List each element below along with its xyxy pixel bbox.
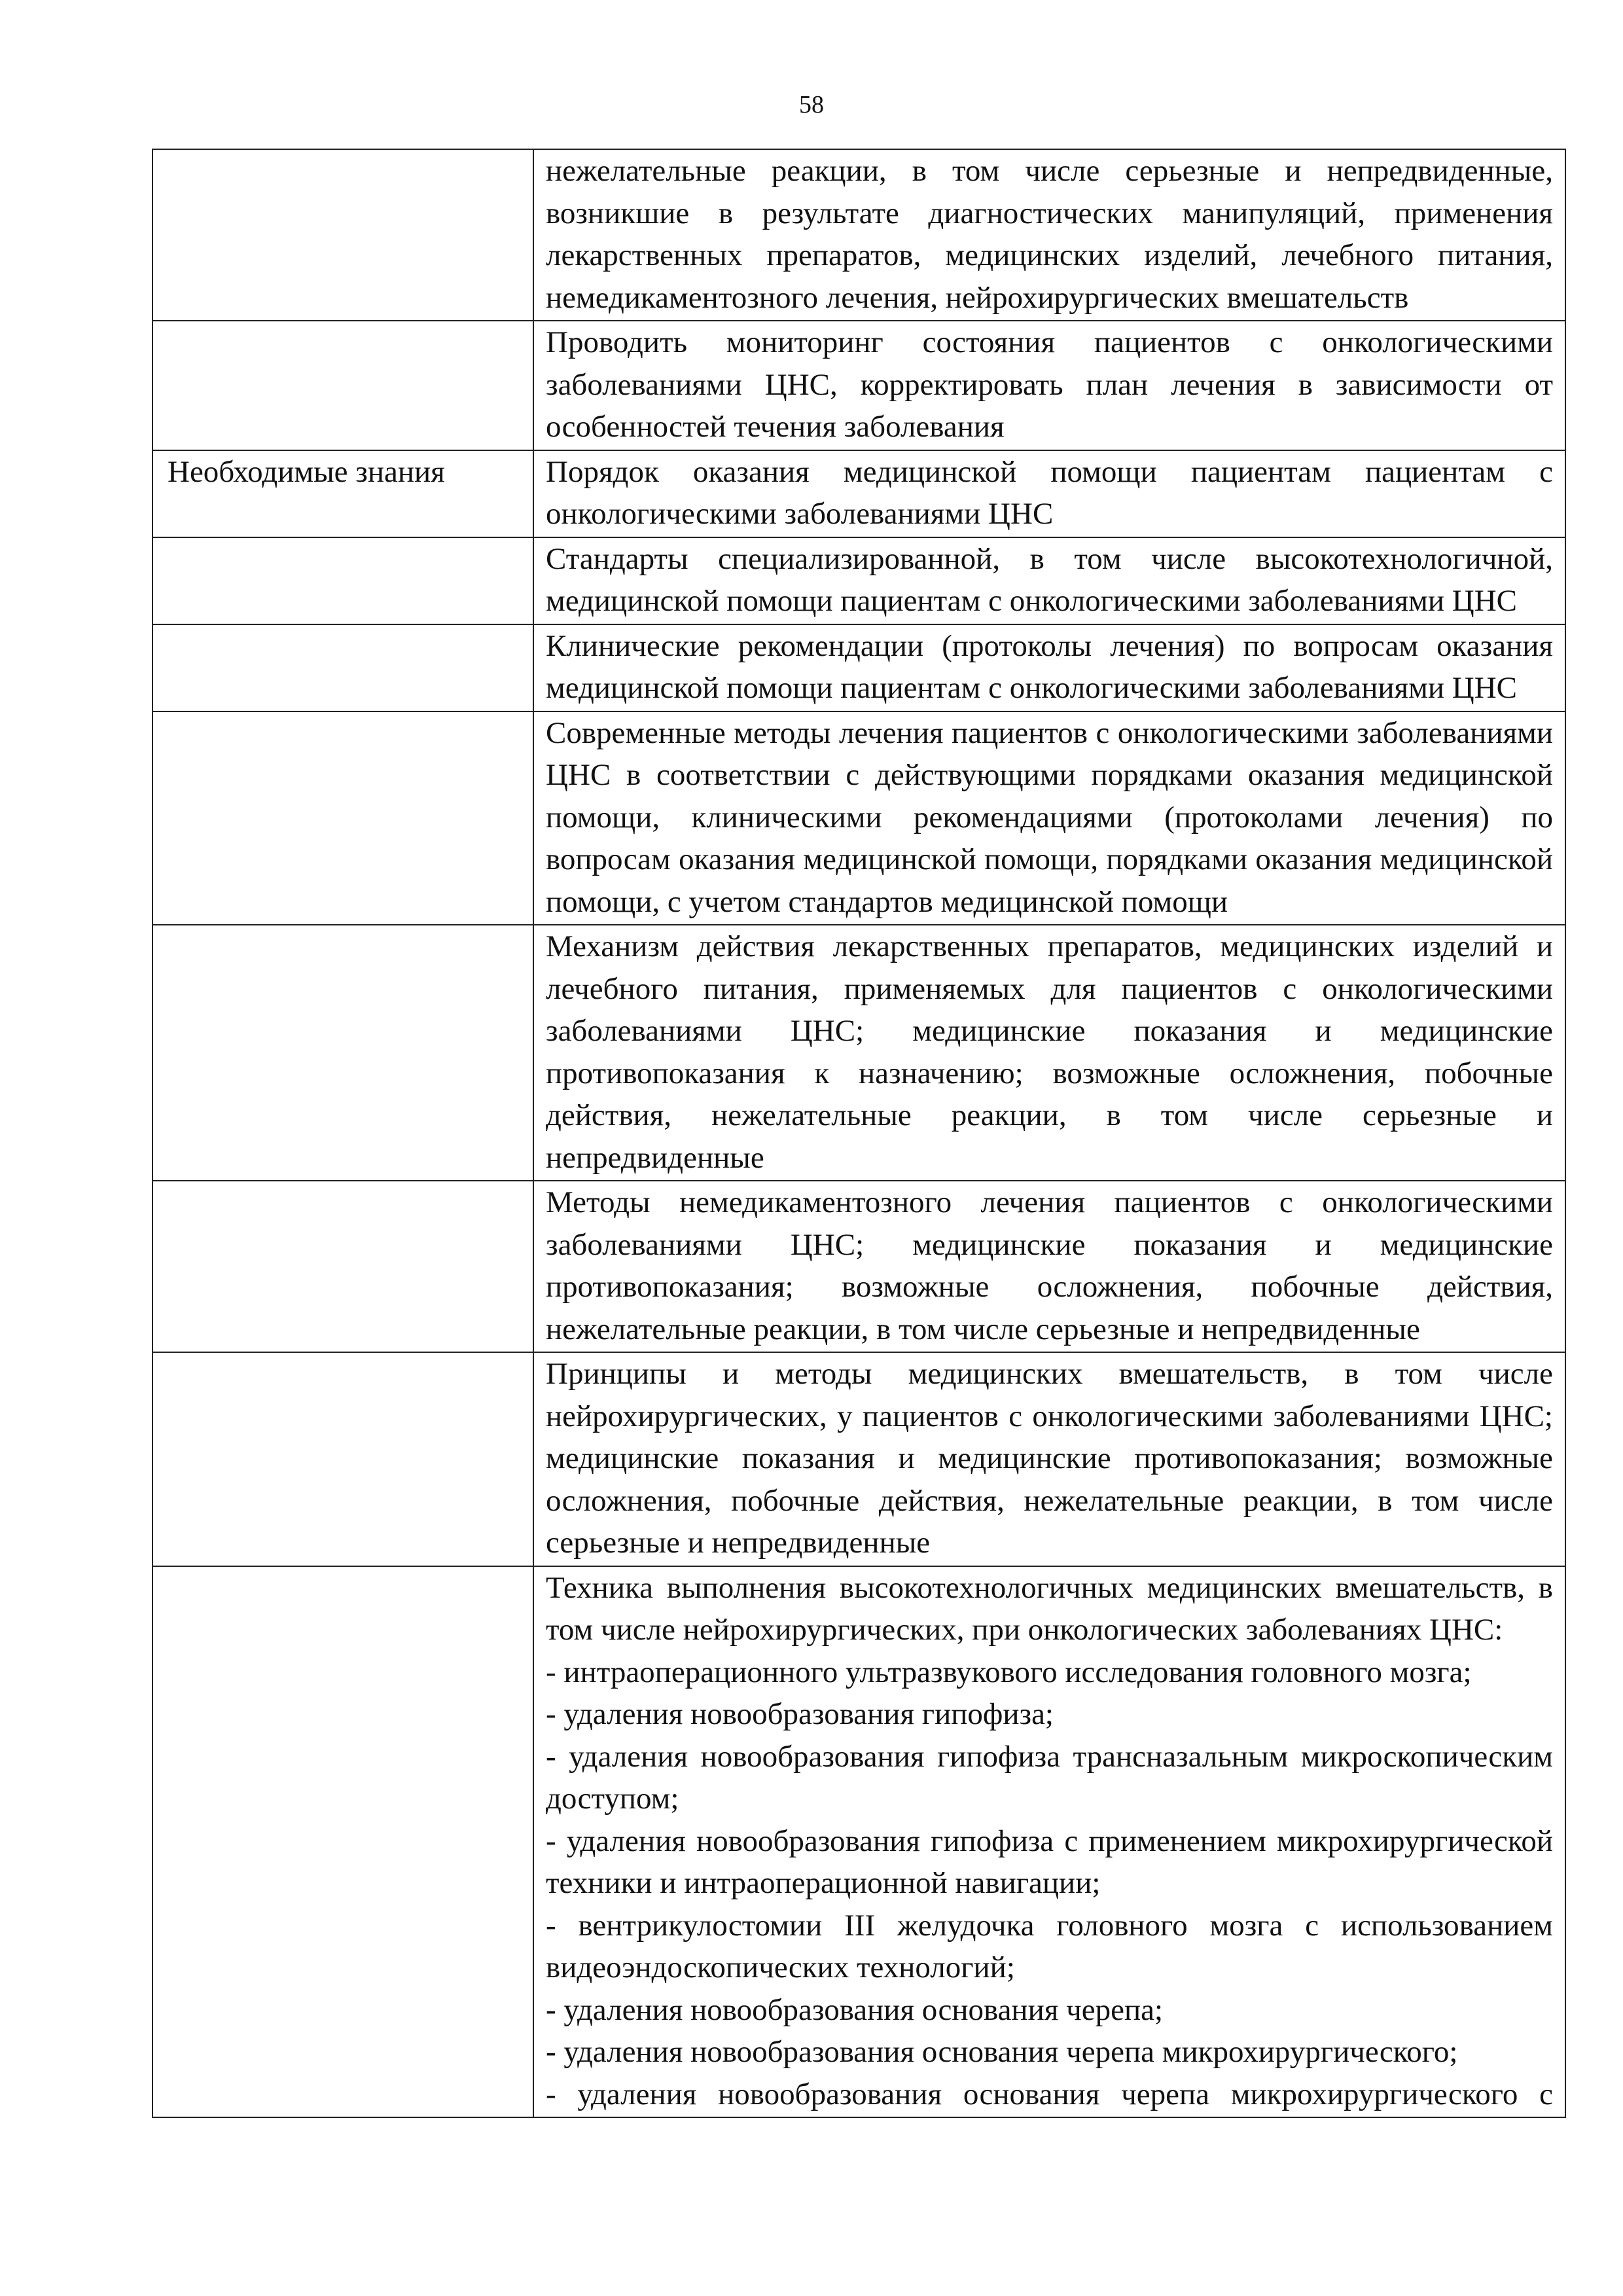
table-row	[152, 624, 1565, 711]
list-item: - удаления новообразования основания черепа;	[546, 1992, 1164, 2027]
row-text-cell: Механизм действия лекарственных препаратов, медицинских изделий и лечебного питания, применяемых для пациентов с онкологическими заболеваниями ЦНС; медицинские показания и медицинские противопоказания к назначению; возможные осложнения, побочные действия, нежелательные реакции, в том числе серьезные и непредвиденные	[533, 925, 1565, 1181]
technique-intro: Техника выполнения высокотехнологичных медицинских вмешательств, в том числе нейрохирургических, при онкологических заболеваниях ЦНС:	[546, 1570, 1553, 1647]
list-item: - удаления новообразования основания черепа микрохирургического;	[546, 2035, 1458, 2069]
table-row	[152, 1566, 1565, 2118]
table-row	[152, 1181, 1565, 1352]
section-label-required-knowledge: Необходимые знания	[152, 450, 533, 537]
row-label-cell	[152, 1566, 533, 2118]
row-label-cell	[152, 624, 533, 711]
list-item: - удаления новообразования гипофиза;	[546, 1697, 1054, 1731]
row-text-cell: Проводить мониторинг состояния пациентов с онкологическими заболеваниями ЦНС, корректировать план лечения в зависимости от особенностей течения заболевания	[533, 321, 1565, 450]
technique-cell	[533, 1566, 1565, 2118]
row-label-cell	[152, 149, 533, 321]
table-row	[152, 711, 1565, 925]
row-label-cell	[152, 711, 533, 925]
row-text-cell: Стандарты специализированной, в том числе высокотехнологичной, медицинской помощи пациентам с онкологическими заболеваниями ЦНС	[533, 537, 1565, 624]
list-item: - вентрикулостомии III желудочка головного мозга с использованием видеоэндоскопических технологий;	[546, 1908, 1553, 1984]
list-item: - удаления новообразования основания черепа микрохирургического с	[546, 2077, 1553, 2111]
list-item: - удаления новообразования гипофиза с применением микрохирургической техники и интраоперационной навигации;	[546, 1823, 1553, 1900]
row-label-cell	[152, 1181, 533, 1352]
competency-table	[152, 149, 1566, 2118]
row-text-cell: Современные методы лечения пациентов с онкологическими заболеваниями ЦНС в соответствии с действующими порядками оказания медицинской помощи, клиническими рекомендациями (протоколами лечения) по вопросам оказания медицинской помощи, порядками оказания медицинской помощи, с учетом стандартов медицинской помощи	[533, 711, 1565, 925]
page-number: 58	[799, 91, 824, 118]
table-row	[152, 925, 1565, 1181]
table-row	[152, 450, 1565, 537]
row-text-cell: Методы немедикаментозного лечения пациентов с онкологическими заболеваниями ЦНС; медицинские показания и медицинские противопоказания; возможные осложнения, побочные действия, нежелательные реакции, в том числе серьезные и непредвиденные	[533, 1181, 1565, 1352]
table-row	[152, 537, 1565, 624]
list-item: - интраоперационного ультразвукового исследования головного мозга;	[546, 1655, 1472, 1689]
row-text-cell: Принципы и методы медицинских вмешательств, в том числе нейрохирургических, у пациентов с онкологическими заболеваниями ЦНС; медицинские показания и медицинские противопоказания; возможные осложнения, побочные действия, нежелательные реакции, в том числе серьезные и непредвиденные	[533, 1352, 1565, 1566]
row-label-cell	[152, 537, 533, 624]
row-label-cell	[152, 321, 533, 450]
row-text-cell: Порядок оказания медицинской помощи пациентам пациентам с онкологическими заболеваниями ЦНС	[533, 450, 1565, 537]
table-row	[152, 1352, 1565, 1566]
table-row	[152, 149, 1565, 321]
row-label-cell	[152, 1352, 533, 1566]
row-label-cell	[152, 925, 533, 1181]
list-item: - удаления новообразования гипофиза трансназальным микроскопическим доступом;	[546, 1739, 1553, 1816]
row-text-cell: нежелательные реакции, в том числе серьезные и непредвиденные, возникшие в результате диагностических манипуляций, применения лекарственных препаратов, медицинских изделий, лечебного питания, немедикаментозного лечения, нейрохирургических вмешательств	[533, 149, 1565, 321]
table-row	[152, 321, 1565, 450]
row-text-cell: Клинические рекомендации (протоколы лечения) по вопросам оказания медицинской помощи пациентам с онкологическими заболеваниями ЦНС	[533, 624, 1565, 711]
